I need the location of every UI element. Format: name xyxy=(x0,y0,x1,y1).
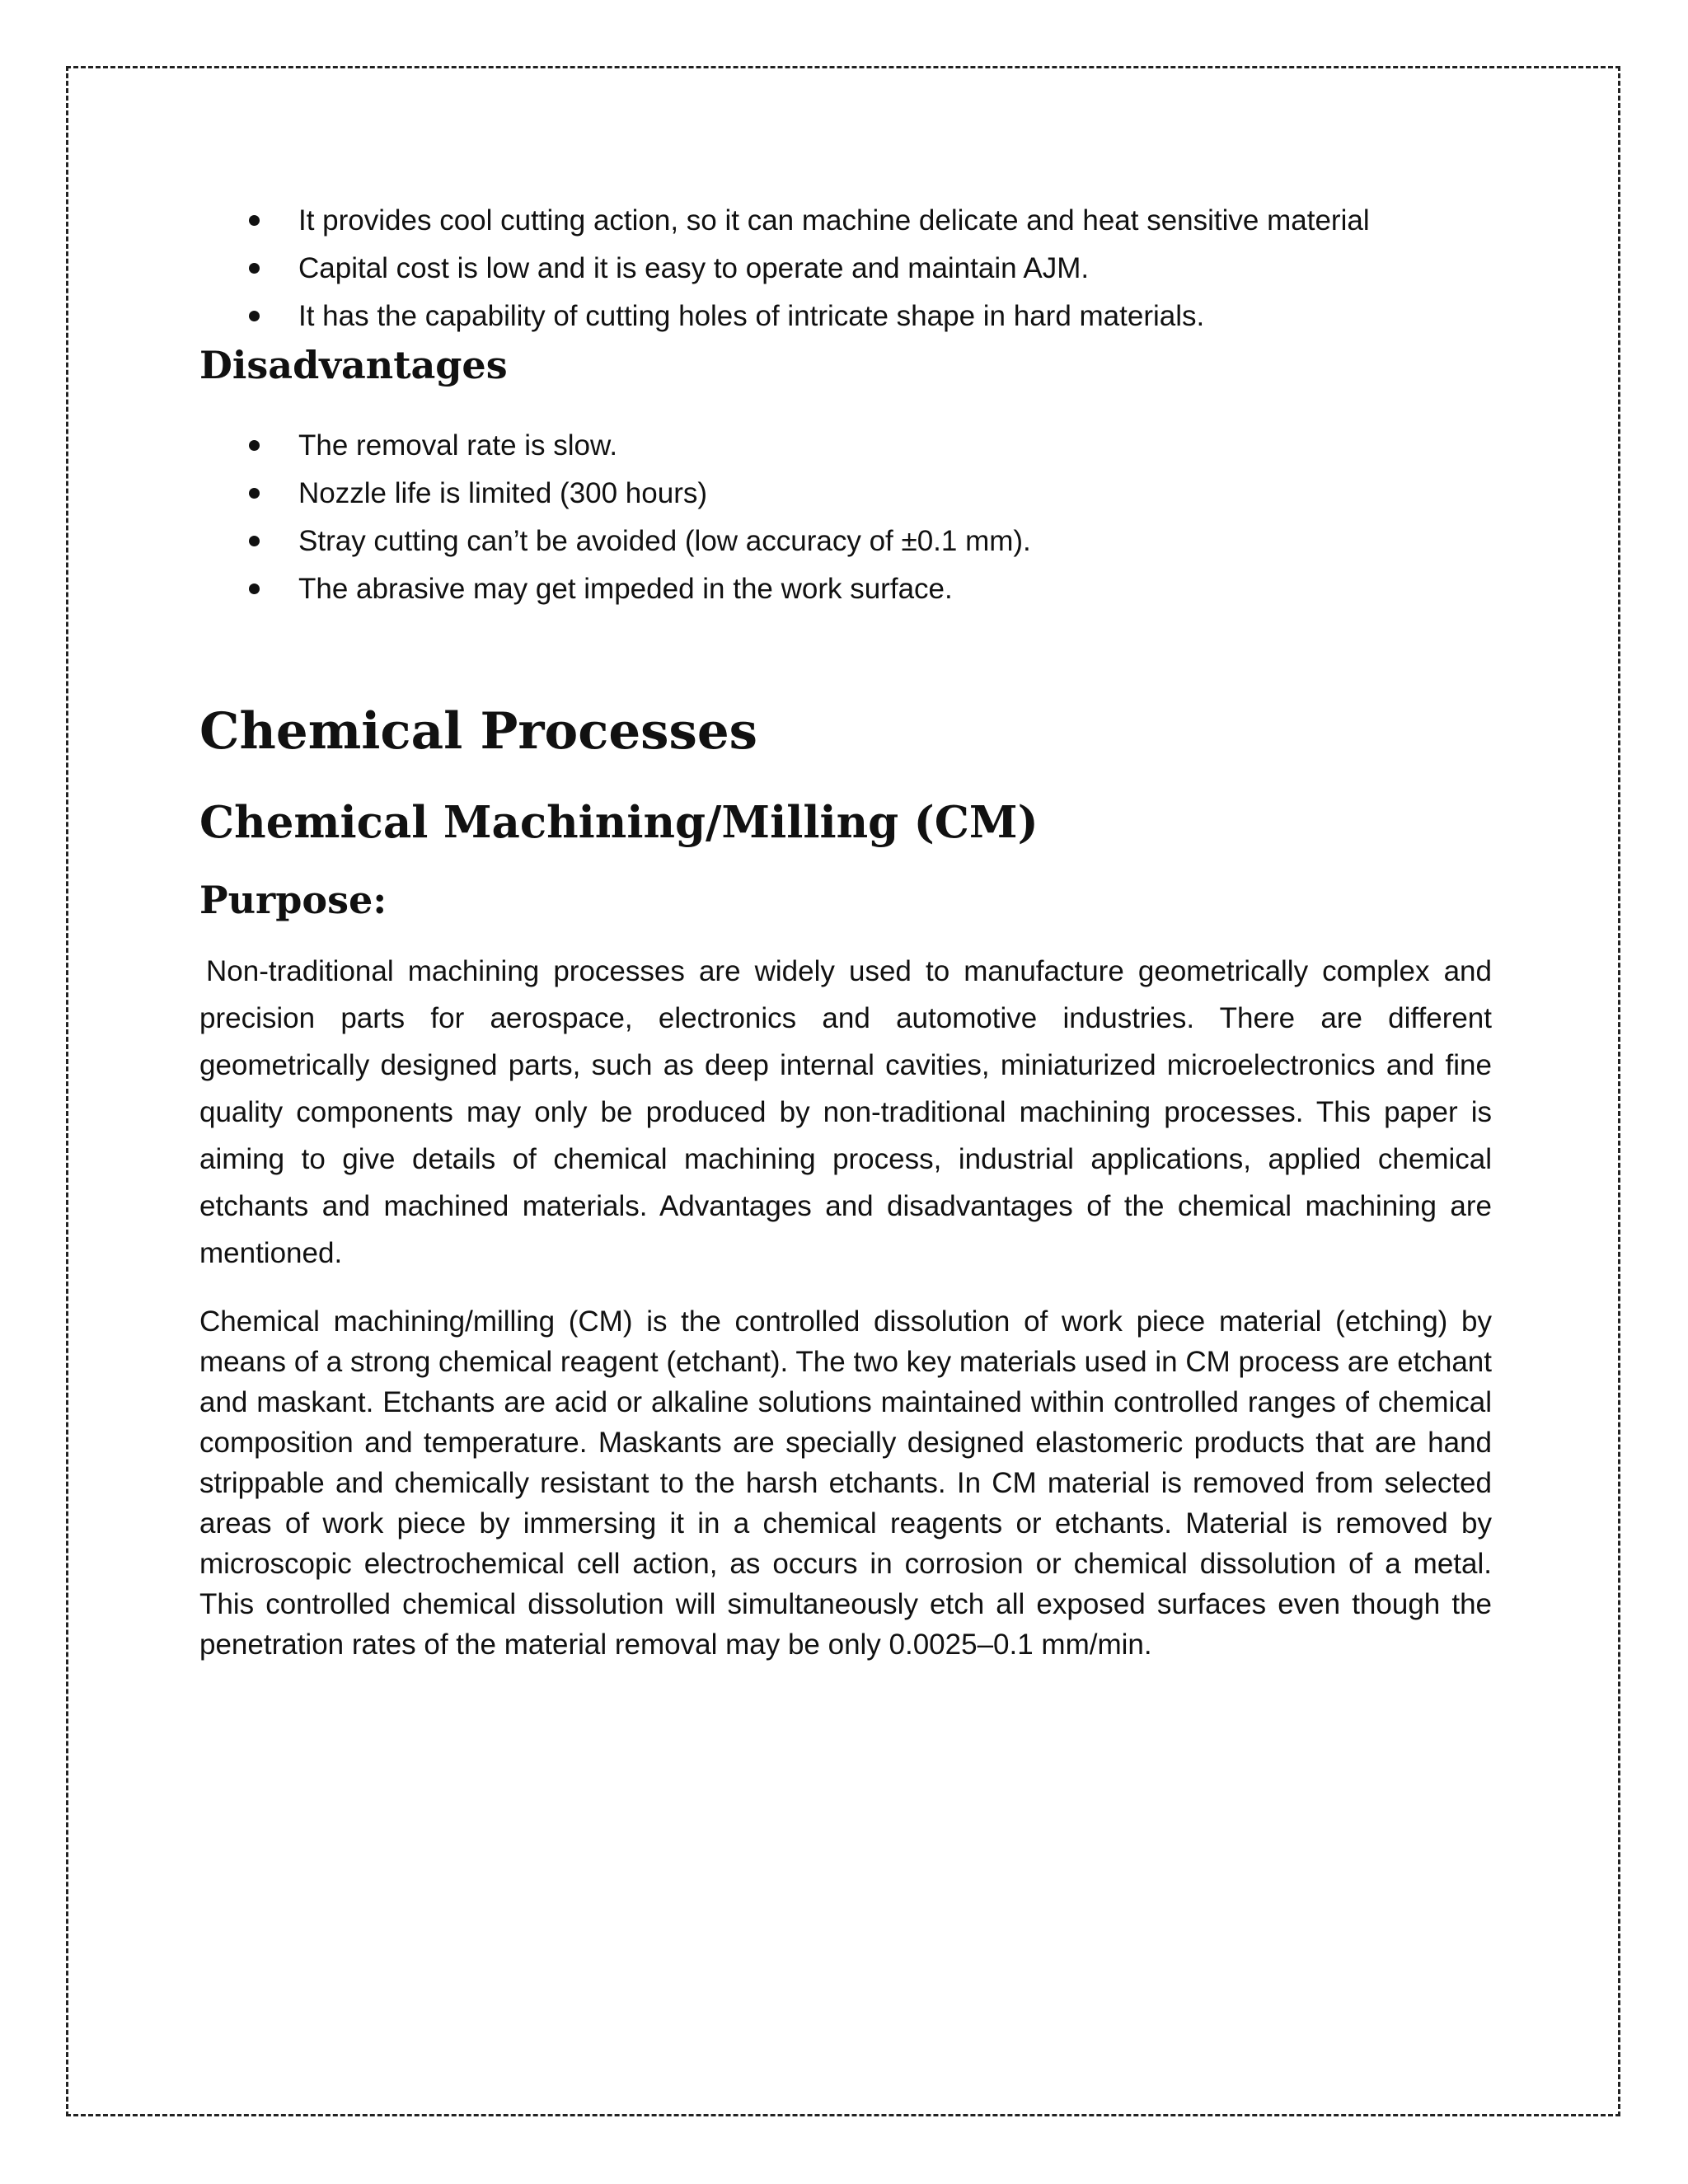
bullet-icon xyxy=(249,583,260,594)
list-item xyxy=(199,246,1492,291)
cm-description-paragraph: Chemical machining/milling (CM) is the controlled dissolution of work piece material (etching) by means of a strong chemical reagent (etchant). The two key materials used in CM process are etchant and maskant. Etchants are acid or alkaline solutions maintained within controlled ranges of chemical composition and temperature. Maskants are specially designed elastomeric products that are hand strippable and chemically resistant to the harsh etchants. In CM material is removed from selected areas of work piece by immersing it in a chemical reagents or etchants. Material is removed by microscopic electrochemical cell action, as occurs in corrosion or chemical dissolution of a metal. This controlled chemical dissolution will simultaneously etch all exposed surfaces even though the penetration rates of the material removal may be only 0.0025–0.1 mm/min. xyxy=(199,1305,1492,1661)
bullet-icon xyxy=(249,263,260,274)
list-item xyxy=(199,518,1492,564)
list-item xyxy=(199,198,1492,243)
bullet-icon xyxy=(249,536,260,546)
list-item-text: It provides cool cutting action, so it can machine delicate and heat sensitive material xyxy=(298,204,1370,237)
chemical-processes-heading: Chemical Processes xyxy=(199,702,757,761)
list-item-text: The removal rate is slow. xyxy=(298,429,618,462)
list-item-text: It has the capability of cutting holes of intricate shape in hard materials. xyxy=(298,300,1205,332)
list-item xyxy=(199,293,1492,339)
advantages-list xyxy=(199,198,1492,339)
bullet-icon xyxy=(249,215,260,226)
bullet-icon xyxy=(249,311,260,321)
chemical-machining-heading: Chemical Machining/Milling (CM) xyxy=(199,797,1039,848)
list-item xyxy=(199,423,1492,468)
page-content xyxy=(199,198,1492,1665)
bullet-icon xyxy=(249,488,260,499)
bullet-icon xyxy=(249,440,260,451)
list-item-text: The abrasive may get impeded in the work surface. xyxy=(298,573,953,605)
disadvantages-list xyxy=(199,423,1492,612)
list-item-text: Stray cutting can’t be avoided (low accuracy of ±0.1 mm). xyxy=(298,525,1031,557)
disadvantages-heading: Disadvantages xyxy=(199,343,508,387)
list-item-text: Nozzle life is limited (300 hours) xyxy=(298,477,708,509)
list-item xyxy=(199,471,1492,516)
list-item-text: Capital cost is low and it is easy to operate and maintain AJM. xyxy=(298,252,1090,284)
purpose-heading: Purpose: xyxy=(199,878,387,922)
purpose-paragraph: Non-traditional machining processes are widely used to manufacture geometrically complex and precision parts for aerospace, electronics and automotive industries. There are different geometrically designed parts, such as deep internal cavities, miniaturized microelectronics and fine quality components may only be produced by non-traditional machining processes. This paper is aiming to give details of chemical machining process, industrial applications, applied chemical etchants and machined materials. Advantages and disadvantages of the chemical machining are mentioned. xyxy=(199,955,1492,1269)
list-item xyxy=(199,566,1492,612)
